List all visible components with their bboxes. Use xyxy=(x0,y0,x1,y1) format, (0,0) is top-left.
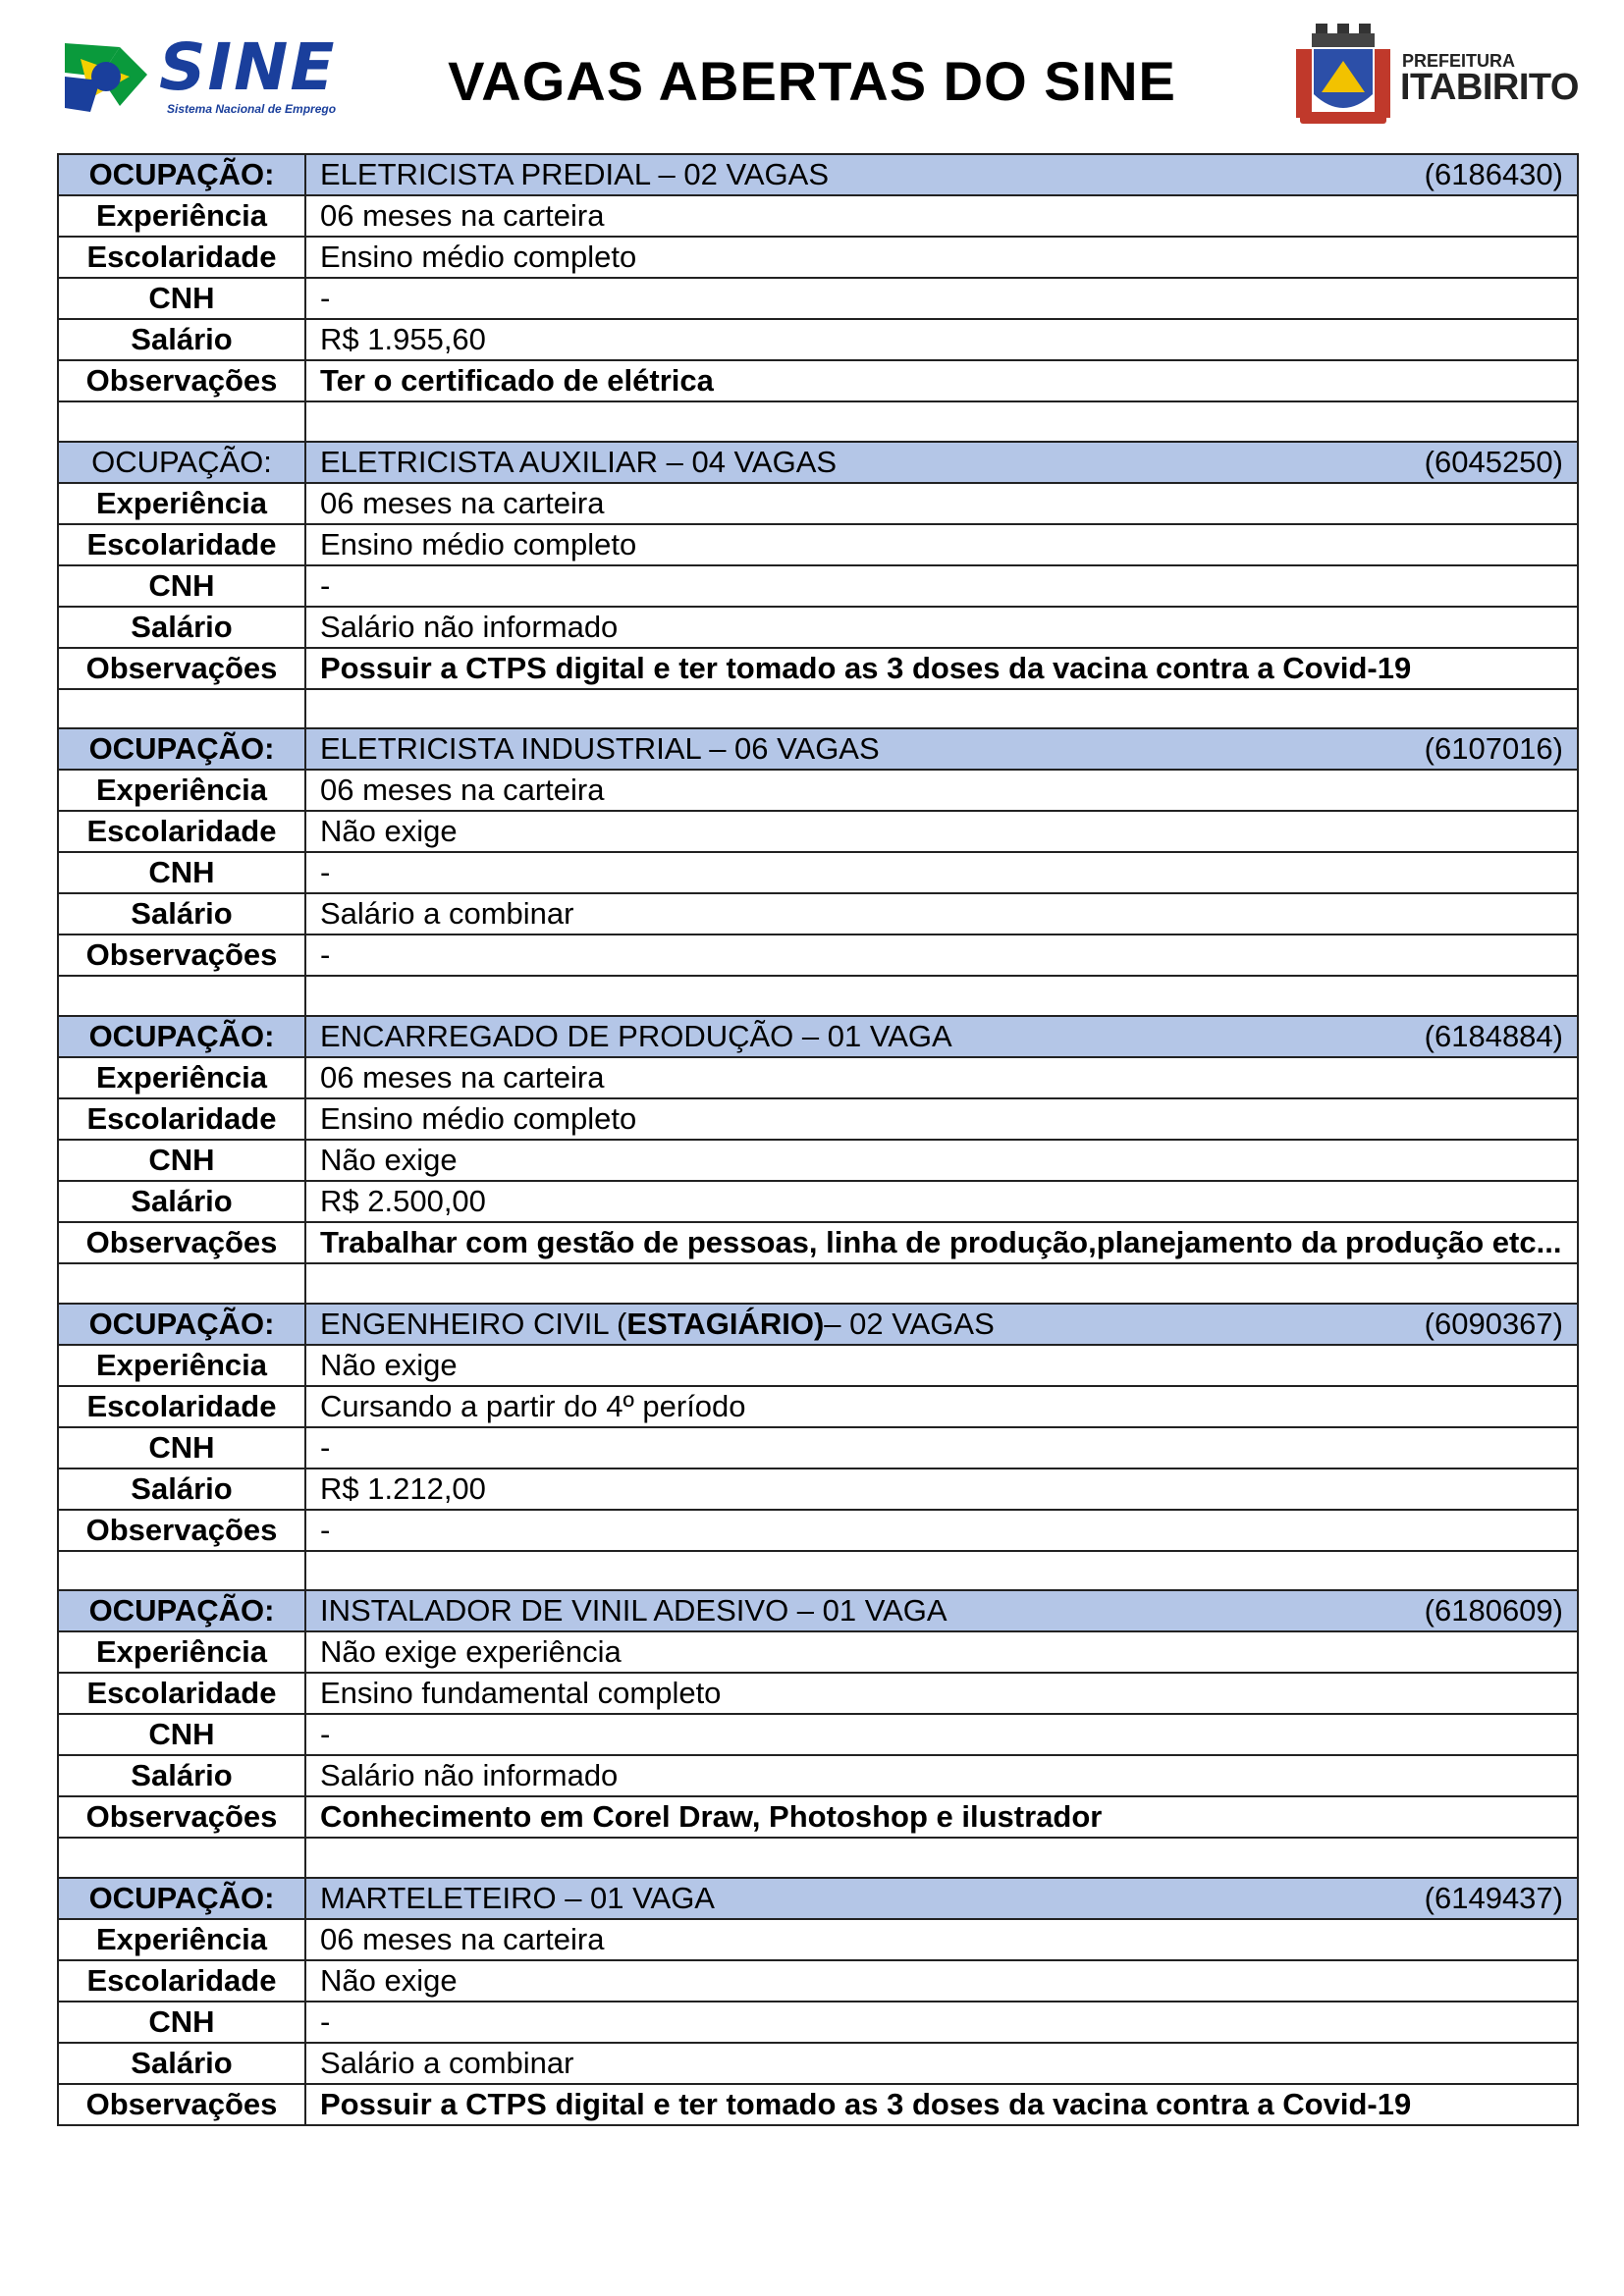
table-row xyxy=(58,1960,1578,2002)
occupation-label: OCUPAÇÃO: xyxy=(58,154,305,195)
table-row xyxy=(58,1510,1578,1551)
table-row xyxy=(58,1181,1578,1222)
table-row xyxy=(58,607,1578,648)
occupation-code: (6149437) xyxy=(1424,1881,1563,1916)
cnh-label: CNH xyxy=(58,278,305,319)
education-value: Ensino médio completo xyxy=(305,524,1578,565)
experience-label: Experiência xyxy=(58,1057,305,1098)
occupation-code: (6045250) xyxy=(1424,444,1563,479)
occupation-label: OCUPAÇÃO: xyxy=(58,442,305,483)
vaga-occupation-row xyxy=(58,1304,1578,1345)
spacer-row xyxy=(58,401,1578,442)
notes-value: Possuir a CTPS digital e ter tomado as 3 doses da vacina contra a Covid-19 xyxy=(305,648,1578,689)
notes-value: Ter o certificado de elétrica xyxy=(305,360,1578,401)
table-row xyxy=(58,1386,1578,1427)
cnh-value: - xyxy=(305,565,1578,607)
table-row xyxy=(58,565,1578,607)
page-title: VAGAS ABERTAS DO SINE xyxy=(448,50,1176,112)
education-value: Cursando a partir do 4º período xyxy=(305,1386,1578,1427)
table-row xyxy=(58,195,1578,237)
experience-value: 06 meses na carteira xyxy=(305,770,1578,811)
education-label: Escolaridade xyxy=(58,1960,305,2002)
occupation-label: OCUPAÇÃO: xyxy=(58,1878,305,1919)
cnh-value: - xyxy=(305,1427,1578,1468)
salary-label: Salário xyxy=(58,607,305,648)
notes-value: Conhecimento em Corel Draw, Photoshop e ilustrador xyxy=(305,1796,1578,1838)
education-value: Ensino médio completo xyxy=(305,237,1578,278)
spacer-row xyxy=(58,1263,1578,1304)
notes-label: Observações xyxy=(58,360,305,401)
sine-subtitle: Sistema Nacional de Emprego xyxy=(167,102,337,116)
experience-value: 06 meses na carteira xyxy=(305,1057,1578,1098)
table-row xyxy=(58,770,1578,811)
notes-value: Possuir a CTPS digital e ter tomado as 3 doses da vacina contra a Covid-19 xyxy=(305,2084,1578,2125)
salary-label: Salário xyxy=(58,2043,305,2084)
occupation-label: OCUPAÇÃO: xyxy=(58,1016,305,1057)
salary-label: Salário xyxy=(58,893,305,934)
spacer-row xyxy=(58,1838,1578,1878)
notes-value: Trabalhar com gestão de pessoas, linha de produção,planejamento da produção etc... xyxy=(305,1222,1578,1263)
notes-value: - xyxy=(305,934,1578,976)
prefeitura-label: PREFEITURA xyxy=(1402,51,1516,71)
table-row xyxy=(58,1755,1578,1796)
experience-label: Experiência xyxy=(58,1919,305,1960)
table-row xyxy=(58,1140,1578,1181)
experience-value: Não exige experiência xyxy=(305,1631,1578,1673)
education-value: Ensino fundamental completo xyxy=(305,1673,1578,1714)
prefeitura-city: ITABIRITO xyxy=(1400,67,1579,108)
table-row xyxy=(58,934,1578,976)
experience-value: 06 meses na carteira xyxy=(305,195,1578,237)
notes-label: Observações xyxy=(58,2084,305,2125)
table-row xyxy=(58,278,1578,319)
education-label: Escolaridade xyxy=(58,1386,305,1427)
occupation-title: ELETRICISTA PREDIAL – 02 VAGAS xyxy=(320,157,830,191)
experience-value: 06 meses na carteira xyxy=(305,483,1578,524)
experience-value: Não exige xyxy=(305,1345,1578,1386)
notes-label: Observações xyxy=(58,1796,305,1838)
experience-label: Experiência xyxy=(58,770,305,811)
city-crest-icon xyxy=(1294,24,1392,128)
table-row xyxy=(58,1631,1578,1673)
experience-value: 06 meses na carteira xyxy=(305,1919,1578,1960)
experience-label: Experiência xyxy=(58,195,305,237)
salary-label: Salário xyxy=(58,319,305,360)
table-row xyxy=(58,524,1578,565)
cnh-value: - xyxy=(305,1714,1578,1755)
cnh-label: CNH xyxy=(58,565,305,607)
table-row xyxy=(58,811,1578,852)
notes-value: - xyxy=(305,1510,1578,1551)
table-row xyxy=(58,237,1578,278)
table-row xyxy=(58,1222,1578,1263)
vagas-table xyxy=(57,153,1579,2126)
salary-value: R$ 2.500,00 xyxy=(305,1181,1578,1222)
table-row xyxy=(58,2084,1578,2125)
table-row xyxy=(58,1714,1578,1755)
table-row xyxy=(58,360,1578,401)
table-row xyxy=(58,2002,1578,2043)
notes-label: Observações xyxy=(58,1222,305,1263)
occupation-code: (6184884) xyxy=(1424,1019,1563,1054)
occupation-title: ENCARREGADO DE PRODUÇÃO – 01 VAGA xyxy=(320,1019,952,1054)
salary-label: Salário xyxy=(58,1181,305,1222)
table-row xyxy=(58,1057,1578,1098)
experience-label: Experiência xyxy=(58,1345,305,1386)
occupation-title: ELETRICISTA INDUSTRIAL – 06 VAGAS xyxy=(320,731,880,767)
cnh-label: CNH xyxy=(58,852,305,893)
salary-value: R$ 1.955,60 xyxy=(305,319,1578,360)
experience-label: Experiência xyxy=(58,483,305,524)
table-row xyxy=(58,648,1578,689)
cnh-value: - xyxy=(305,2002,1578,2043)
vaga-occupation-row xyxy=(58,442,1578,483)
table-row xyxy=(58,319,1578,360)
salary-label: Salário xyxy=(58,1755,305,1796)
table-row xyxy=(58,852,1578,893)
spacer-row xyxy=(58,689,1578,729)
table-row xyxy=(58,1919,1578,1960)
table-row xyxy=(58,1098,1578,1140)
salary-value: Salário a combinar xyxy=(305,2043,1578,2084)
education-value: Ensino médio completo xyxy=(305,1098,1578,1140)
salary-label: Salário xyxy=(58,1468,305,1510)
occupation-code: (6186430) xyxy=(1424,157,1563,191)
table-row xyxy=(58,1673,1578,1714)
occupation-title: INSTALADOR DE VINIL ADESIVO – 01 VAGA xyxy=(320,1593,947,1629)
cnh-label: CNH xyxy=(58,1427,305,1468)
cnh-value: - xyxy=(305,278,1578,319)
vaga-occupation-row xyxy=(58,1016,1578,1057)
spacer-row xyxy=(58,976,1578,1016)
occupation-label: OCUPAÇÃO: xyxy=(58,728,305,770)
experience-label: Experiência xyxy=(58,1631,305,1673)
education-label: Escolaridade xyxy=(58,524,305,565)
sine-wordmark: SINE xyxy=(159,29,337,105)
table-row xyxy=(58,1796,1578,1838)
education-label: Escolaridade xyxy=(58,237,305,278)
table-row xyxy=(58,2043,1578,2084)
cnh-value: - xyxy=(305,852,1578,893)
vaga-occupation-row xyxy=(58,154,1578,195)
table-row xyxy=(58,1345,1578,1386)
occupation-code: (6180609) xyxy=(1424,1593,1563,1629)
table-row xyxy=(58,1468,1578,1510)
salary-value: Salário não informado xyxy=(305,607,1578,648)
notes-label: Observações xyxy=(58,934,305,976)
vaga-occupation-row xyxy=(58,1590,1578,1631)
occupation-label: OCUPAÇÃO: xyxy=(58,1304,305,1345)
spacer-row xyxy=(58,1551,1578,1591)
salary-value: Salário a combinar xyxy=(305,893,1578,934)
education-label: Escolaridade xyxy=(58,1673,305,1714)
cnh-label: CNH xyxy=(58,2002,305,2043)
salary-value: R$ 1.212,00 xyxy=(305,1468,1578,1510)
table-row xyxy=(58,893,1578,934)
salary-value: Salário não informado xyxy=(305,1755,1578,1796)
cnh-value: Não exige xyxy=(305,1140,1578,1181)
prefeitura-logo xyxy=(1294,24,1579,132)
table-row xyxy=(58,483,1578,524)
occupation-title: MARTELETEIRO – 01 VAGA xyxy=(320,1881,715,1916)
notes-label: Observações xyxy=(58,1510,305,1551)
cnh-label: CNH xyxy=(58,1714,305,1755)
education-label: Escolaridade xyxy=(58,811,305,852)
occupation-label: OCUPAÇÃO: xyxy=(58,1590,305,1631)
vaga-occupation-row xyxy=(58,1878,1578,1919)
occupation-code: (6090367) xyxy=(1424,1306,1563,1341)
education-label: Escolaridade xyxy=(58,1098,305,1140)
table-row xyxy=(58,1427,1578,1468)
page-header xyxy=(0,0,1624,152)
vaga-occupation-row xyxy=(58,728,1578,770)
education-value: Não exige xyxy=(305,811,1578,852)
education-value: Não exige xyxy=(305,1960,1578,2002)
occupation-code: (6107016) xyxy=(1424,731,1563,767)
cnh-label: CNH xyxy=(58,1140,305,1181)
occupation-title: ENGENHEIRO CIVIL (ESTAGIÁRIO)– 02 VAGAS xyxy=(320,1306,995,1341)
notes-label: Observações xyxy=(58,648,305,689)
occupation-title: ELETRICISTA AUXILIAR – 04 VAGAS xyxy=(320,444,838,479)
